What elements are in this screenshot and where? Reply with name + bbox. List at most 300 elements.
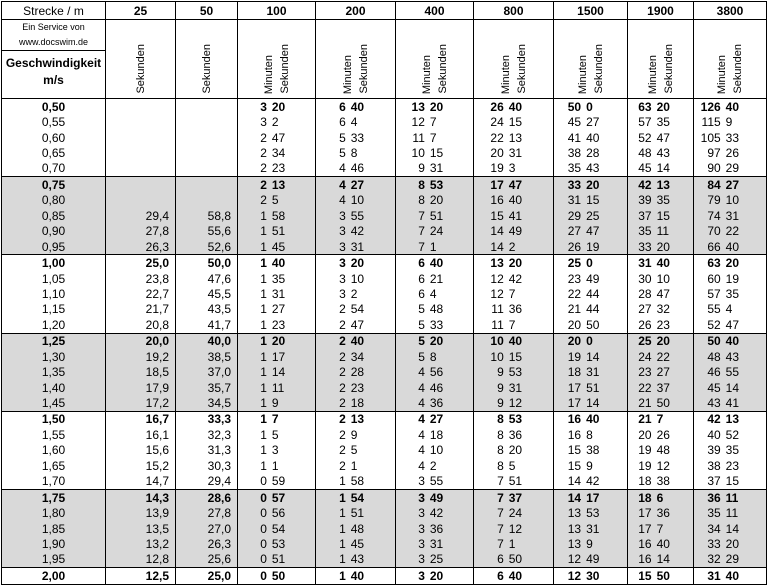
minutes-value: 42 bbox=[638, 177, 652, 192]
minutes-value: 79 bbox=[707, 193, 721, 208]
minutes-value: 15 bbox=[567, 443, 582, 458]
speed-column-label: Geschwindigkeit m/s bbox=[5, 56, 102, 87]
time-cell bbox=[694, 193, 767, 208]
minutes-value: 20 bbox=[490, 146, 504, 161]
minutes-value: 2 bbox=[339, 365, 346, 380]
unit-header-400 bbox=[396, 20, 474, 99]
minutes-value: 4 bbox=[418, 412, 425, 427]
time-cell bbox=[554, 427, 628, 442]
seconds-value: 55 bbox=[725, 365, 740, 380]
seconds-value: 14 bbox=[271, 365, 286, 380]
distance-header-1900: 1900 bbox=[628, 2, 694, 20]
table-row bbox=[2, 302, 767, 317]
seconds-cell: 34,5 bbox=[176, 395, 238, 411]
time-cell bbox=[694, 536, 767, 551]
minutes-value: 11 bbox=[491, 317, 504, 332]
seconds-value: 31 bbox=[586, 365, 600, 380]
minutes-value: 6 bbox=[418, 271, 425, 286]
minutes-value: 38 bbox=[707, 458, 721, 473]
minutes-value: 3 bbox=[339, 239, 346, 254]
speed-cell: 0,70 bbox=[2, 161, 106, 177]
table-row bbox=[2, 364, 767, 379]
speed-cell: 1,85 bbox=[2, 521, 106, 536]
seconds-value: 45 bbox=[350, 536, 365, 551]
time-cell bbox=[628, 458, 694, 473]
seconds-value: 2 bbox=[429, 458, 437, 473]
minutes-value: 31 bbox=[638, 256, 652, 271]
time-cell bbox=[316, 208, 396, 223]
minutes-value: 70 bbox=[707, 224, 721, 239]
minutes-value: 33 bbox=[638, 239, 652, 254]
seconds-value: 2 bbox=[350, 286, 358, 301]
time-cell bbox=[628, 443, 694, 458]
minutes-value: 22 bbox=[567, 286, 582, 301]
seconds-value: 42 bbox=[350, 224, 365, 239]
seconds-value: 42 bbox=[429, 506, 444, 521]
seconds-value: 33 bbox=[429, 317, 444, 332]
seconds-value: 47 bbox=[271, 130, 286, 145]
minutes-value: 13 bbox=[567, 536, 582, 551]
time-cell bbox=[628, 224, 694, 239]
minutes-value: 31 bbox=[707, 568, 721, 583]
unit-header-1900 bbox=[628, 20, 694, 99]
time-cell bbox=[474, 271, 554, 286]
speed-cell: 1,65 bbox=[2, 458, 106, 473]
seconds-label: Sekunden bbox=[436, 44, 449, 94]
time-cell bbox=[316, 193, 396, 208]
time-cell bbox=[316, 161, 396, 177]
minutes-value: 4 bbox=[339, 177, 346, 192]
minutes-value: 52 bbox=[707, 317, 721, 332]
minutes-value: 12 bbox=[490, 271, 504, 286]
time-cell bbox=[628, 145, 694, 160]
time-cell bbox=[474, 161, 554, 177]
time-cell bbox=[474, 224, 554, 239]
time-cell bbox=[694, 411, 767, 427]
minutes-value: 45 bbox=[638, 161, 652, 176]
seconds-value: 14 bbox=[725, 380, 740, 395]
minutes-value: 21 bbox=[567, 302, 582, 317]
speed-cell: 0,90 bbox=[2, 224, 106, 239]
time-cell bbox=[396, 302, 474, 317]
table-row bbox=[2, 208, 767, 223]
seconds-value: 37 bbox=[656, 380, 670, 395]
seconds-value: 11 bbox=[271, 380, 285, 395]
speed-cell: 1,45 bbox=[2, 395, 106, 411]
minutes-value: 26 bbox=[490, 99, 504, 114]
time-cell bbox=[316, 552, 396, 568]
time-cell bbox=[694, 130, 767, 145]
minutes-value: 4 bbox=[418, 365, 425, 380]
seconds-value: 42 bbox=[508, 271, 523, 286]
time-cell bbox=[238, 489, 316, 505]
time-cell bbox=[396, 552, 474, 568]
seconds-value: 2 bbox=[508, 239, 516, 254]
table-row bbox=[2, 145, 767, 160]
time-cell bbox=[474, 130, 554, 145]
seconds-value: 7 bbox=[508, 317, 516, 332]
time-cell bbox=[316, 521, 396, 536]
minutes-value: 1 bbox=[260, 458, 267, 473]
seconds-value: 44 bbox=[586, 302, 600, 317]
seconds-value: 0 bbox=[586, 334, 593, 349]
seconds-value: 58 bbox=[271, 208, 286, 223]
minutes-value: 2 bbox=[339, 380, 346, 395]
seconds-value: 55 bbox=[429, 474, 444, 489]
time-cell bbox=[628, 568, 694, 584]
time-cell bbox=[474, 568, 554, 584]
seconds-cell: 25,0 bbox=[176, 568, 238, 584]
minutes-label: Minuten bbox=[341, 54, 354, 94]
seconds-value: 40 bbox=[725, 239, 740, 254]
time-cell bbox=[396, 474, 474, 490]
seconds-value: 13 bbox=[271, 177, 286, 192]
unit-header-25 bbox=[106, 20, 176, 99]
seconds-value: 13 bbox=[350, 412, 365, 427]
minutes-value: 2 bbox=[339, 427, 346, 442]
seconds-value: 49 bbox=[586, 271, 600, 286]
seconds-value: 35 bbox=[656, 193, 670, 208]
time-cell bbox=[554, 161, 628, 177]
seconds-cell: 23,8 bbox=[106, 271, 176, 286]
time-cell bbox=[694, 271, 767, 286]
time-cell bbox=[694, 208, 767, 223]
time-cell bbox=[474, 317, 554, 333]
seconds-value: 40 bbox=[656, 256, 670, 271]
seconds-cell: 27,8 bbox=[176, 505, 238, 520]
speed-cell: 0,60 bbox=[2, 130, 106, 145]
time-cell bbox=[474, 145, 554, 160]
minutes-value: 20 bbox=[567, 334, 582, 349]
time-cell bbox=[396, 443, 474, 458]
minutes-value: 0 bbox=[260, 506, 267, 521]
time-cell bbox=[396, 505, 474, 520]
speed-cell: 0,75 bbox=[2, 177, 106, 193]
seconds-cell bbox=[106, 99, 176, 115]
minutes-value: 37 bbox=[638, 208, 652, 223]
seconds-cell bbox=[176, 130, 238, 145]
seconds-value: 7 bbox=[271, 412, 279, 427]
seconds-value: 20 bbox=[656, 99, 670, 114]
time-cell bbox=[316, 505, 396, 520]
minutes-value: 1 bbox=[260, 349, 267, 364]
table-row bbox=[2, 271, 767, 286]
speed-cell: 1,70 bbox=[2, 474, 106, 490]
time-cell bbox=[238, 364, 316, 379]
seconds-value: 17 bbox=[586, 490, 600, 505]
seconds-value: 23 bbox=[656, 317, 670, 332]
time-cell bbox=[474, 474, 554, 490]
seconds-cell bbox=[176, 99, 238, 115]
seconds-value: 31 bbox=[725, 208, 740, 223]
minutes-value: 7 bbox=[497, 490, 504, 505]
time-cell bbox=[474, 380, 554, 395]
time-cell bbox=[316, 411, 396, 427]
time-cell bbox=[238, 99, 316, 115]
minutes-value: 1 bbox=[260, 208, 267, 223]
speed-cell: 1,75 bbox=[2, 489, 106, 505]
time-cell bbox=[316, 458, 396, 473]
time-cell bbox=[694, 505, 767, 520]
seconds-value: 47 bbox=[656, 286, 670, 301]
seconds-value: 53 bbox=[508, 365, 523, 380]
minutes-label: Minuten bbox=[576, 54, 589, 94]
minutes-value: 1 bbox=[260, 365, 267, 380]
seconds-value: 36 bbox=[508, 302, 523, 317]
seconds-label: Sekunden bbox=[592, 44, 605, 94]
distance-header-800: 800 bbox=[474, 2, 554, 20]
table-row bbox=[2, 114, 767, 129]
time-cell bbox=[316, 145, 396, 160]
minutes-value: 6 bbox=[339, 115, 346, 130]
minutes-value: 11 bbox=[412, 130, 425, 145]
time-cell bbox=[694, 364, 767, 379]
minutes-value: 2 bbox=[339, 334, 346, 349]
minutes-value: 90 bbox=[707, 161, 721, 176]
time-cell bbox=[628, 364, 694, 379]
seconds-value: 15 bbox=[725, 474, 740, 489]
seconds-value: 57 bbox=[271, 490, 286, 505]
time-cell bbox=[628, 302, 694, 317]
seconds-value: 35 bbox=[271, 271, 286, 286]
seconds-value: 38 bbox=[656, 474, 670, 489]
time-cell bbox=[554, 224, 628, 239]
minutes-value: 8 bbox=[497, 427, 504, 442]
time-cell bbox=[238, 552, 316, 568]
minutes-value: 1 bbox=[339, 490, 346, 505]
seconds-value: 23 bbox=[725, 458, 740, 473]
seconds-value: 27 bbox=[429, 412, 444, 427]
seconds-cell bbox=[106, 130, 176, 145]
time-cell bbox=[694, 552, 767, 568]
time-cell bbox=[694, 286, 767, 301]
minutes-value: 0 bbox=[260, 536, 267, 551]
time-cell bbox=[628, 552, 694, 568]
minutes-value: 13 bbox=[567, 521, 582, 536]
seconds-value: 9 bbox=[350, 427, 358, 442]
time-cell bbox=[316, 489, 396, 505]
seconds-value: 48 bbox=[350, 521, 365, 536]
seconds-value: 1 bbox=[350, 458, 358, 473]
seconds-cell: 22,7 bbox=[106, 286, 176, 301]
time-cell bbox=[694, 427, 767, 442]
seconds-value: 8 bbox=[350, 146, 358, 161]
seconds-cell bbox=[176, 161, 238, 177]
seconds-value: 11 bbox=[725, 506, 739, 521]
minutes-value: 13 bbox=[567, 506, 582, 521]
seconds-cell: 16,7 bbox=[106, 411, 176, 427]
seconds-value: 6 bbox=[656, 490, 664, 505]
seconds-value: 20 bbox=[429, 568, 444, 583]
seconds-value: 20 bbox=[508, 443, 523, 458]
seconds-value: 36 bbox=[429, 396, 444, 411]
seconds-value: 13 bbox=[725, 412, 740, 427]
minutes-value: 19 bbox=[638, 458, 652, 473]
seconds-value: 36 bbox=[656, 506, 670, 521]
seconds-value: 33 bbox=[725, 130, 740, 145]
distance-header-row bbox=[2, 2, 767, 20]
seconds-value: 27 bbox=[725, 177, 740, 192]
seconds-value: 21 bbox=[429, 271, 444, 286]
time-cell bbox=[396, 114, 474, 129]
time-cell bbox=[628, 161, 694, 177]
time-cell bbox=[554, 349, 628, 364]
distance-header-100: 100 bbox=[238, 2, 316, 20]
minutes-value: 3 bbox=[418, 521, 425, 536]
table-row bbox=[2, 411, 767, 427]
time-cell bbox=[694, 317, 767, 333]
seconds-value: 56 bbox=[429, 365, 444, 380]
seconds-value: 51 bbox=[350, 506, 365, 521]
speed-cell: 0,65 bbox=[2, 145, 106, 160]
time-cell bbox=[628, 489, 694, 505]
minutes-value: 4 bbox=[418, 396, 425, 411]
minutes-value: 4 bbox=[339, 161, 346, 176]
seconds-value: 29 bbox=[725, 161, 740, 176]
seconds-value: 30 bbox=[586, 568, 600, 583]
time-cell bbox=[554, 255, 628, 271]
minutes-value: 6 bbox=[418, 286, 425, 301]
seconds-cell bbox=[176, 177, 238, 193]
time-cell bbox=[694, 255, 767, 271]
minutes-value: 0 bbox=[260, 521, 267, 536]
minutes-value: 16 bbox=[638, 536, 652, 551]
time-cell bbox=[628, 255, 694, 271]
table-row bbox=[2, 193, 767, 208]
time-cell bbox=[628, 286, 694, 301]
seconds-value: 48 bbox=[656, 443, 670, 458]
seconds-value: 47 bbox=[656, 130, 670, 145]
seconds-value: 45 bbox=[271, 239, 286, 254]
minutes-value: 18 bbox=[638, 490, 652, 505]
time-cell bbox=[628, 333, 694, 349]
minutes-value: 13 bbox=[490, 256, 504, 271]
unit-header-row bbox=[2, 20, 767, 99]
table-row bbox=[2, 443, 767, 458]
time-cell bbox=[238, 333, 316, 349]
minutes-value: 1 bbox=[339, 536, 346, 551]
time-cell bbox=[238, 224, 316, 239]
minutes-label: Minuten bbox=[716, 54, 728, 94]
table-row bbox=[2, 177, 767, 193]
minutes-value: 14 bbox=[490, 239, 504, 254]
distance-header-3800: 3800 bbox=[694, 2, 767, 20]
time-cell bbox=[474, 302, 554, 317]
seconds-cell: 16,1 bbox=[106, 427, 176, 442]
seconds-value: 51 bbox=[271, 552, 286, 567]
seconds-value: 40 bbox=[429, 256, 444, 271]
time-cell bbox=[316, 349, 396, 364]
time-cell bbox=[628, 505, 694, 520]
time-cell bbox=[238, 193, 316, 208]
seconds-value: 9 bbox=[586, 458, 593, 473]
time-cell bbox=[694, 395, 767, 411]
seconds-value: 18 bbox=[429, 427, 444, 442]
minutes-value: 28 bbox=[638, 286, 652, 301]
seconds-value: 47 bbox=[725, 317, 740, 332]
seconds-cell: 31,3 bbox=[176, 443, 238, 458]
seconds-value: 27 bbox=[271, 302, 286, 317]
time-cell bbox=[628, 349, 694, 364]
time-cell bbox=[396, 145, 474, 160]
minutes-value: 0 bbox=[260, 568, 267, 583]
minutes-value: 7 bbox=[497, 506, 504, 521]
minutes-value: 45 bbox=[567, 115, 582, 130]
minutes-value: 8 bbox=[497, 443, 504, 458]
seconds-value: 40 bbox=[656, 536, 670, 551]
unit-header-3800 bbox=[694, 20, 767, 99]
distance-label: Strecke / m bbox=[2, 2, 106, 20]
minutes-value: 126 bbox=[700, 99, 721, 114]
seconds-label: Sekunden bbox=[515, 44, 528, 94]
time-cell bbox=[474, 255, 554, 271]
seconds-cell: 50,0 bbox=[176, 255, 238, 271]
seconds-value: 10 bbox=[350, 193, 365, 208]
seconds-value: 9 bbox=[586, 536, 593, 551]
time-cell bbox=[628, 380, 694, 395]
minutes-value: 1 bbox=[260, 271, 267, 286]
time-cell bbox=[474, 364, 554, 379]
minutes-value: 7 bbox=[497, 536, 504, 551]
minutes-value: 31 bbox=[567, 193, 582, 208]
seconds-value: 32 bbox=[656, 302, 670, 317]
seconds-cell: 40,0 bbox=[176, 333, 238, 349]
seconds-cell bbox=[106, 114, 176, 129]
minutes-value: 19 bbox=[490, 161, 504, 176]
seconds-value: 7 bbox=[656, 521, 664, 536]
seconds-value: 25 bbox=[429, 552, 444, 567]
table-row bbox=[2, 317, 767, 333]
minutes-value: 3 bbox=[418, 536, 425, 551]
time-cell bbox=[694, 177, 767, 193]
time-cell bbox=[396, 395, 474, 411]
time-cell bbox=[238, 521, 316, 536]
minutes-value: 21 bbox=[638, 412, 652, 427]
time-cell bbox=[628, 395, 694, 411]
minutes-value: 50 bbox=[567, 99, 582, 114]
seconds-value: 23 bbox=[350, 380, 365, 395]
minutes-value: 1 bbox=[260, 286, 267, 301]
time-cell bbox=[316, 114, 396, 129]
seconds-value: 49 bbox=[429, 490, 444, 505]
seconds-value: 23 bbox=[271, 317, 286, 332]
seconds-value: 40 bbox=[350, 334, 365, 349]
time-cell bbox=[396, 239, 474, 255]
minutes-value: 43 bbox=[707, 396, 721, 411]
seconds-value: 51 bbox=[586, 380, 600, 395]
minutes-value: 14 bbox=[567, 474, 582, 489]
time-cell bbox=[554, 145, 628, 160]
minutes-value: 1 bbox=[260, 239, 267, 254]
minutes-value: 3 bbox=[339, 271, 346, 286]
seconds-cell: 26,3 bbox=[106, 239, 176, 255]
seconds-cell: 12,5 bbox=[106, 568, 176, 584]
minutes-value: 84 bbox=[707, 177, 721, 192]
minutes-value: 16 bbox=[567, 427, 582, 442]
seconds-value: 8 bbox=[429, 349, 437, 364]
seconds-value: 10 bbox=[725, 193, 740, 208]
seconds-value: 9 bbox=[271, 396, 279, 411]
time-cell bbox=[554, 536, 628, 551]
minutes-value: 8 bbox=[418, 193, 425, 208]
table-row bbox=[2, 521, 767, 536]
seconds-value: 3 bbox=[271, 443, 279, 458]
seconds-value: 40 bbox=[508, 568, 523, 583]
seconds-cell: 25,6 bbox=[176, 552, 238, 568]
minutes-value: 45 bbox=[707, 380, 721, 395]
minutes-value: 22 bbox=[638, 380, 652, 395]
speed-cell: 1,00 bbox=[2, 255, 106, 271]
